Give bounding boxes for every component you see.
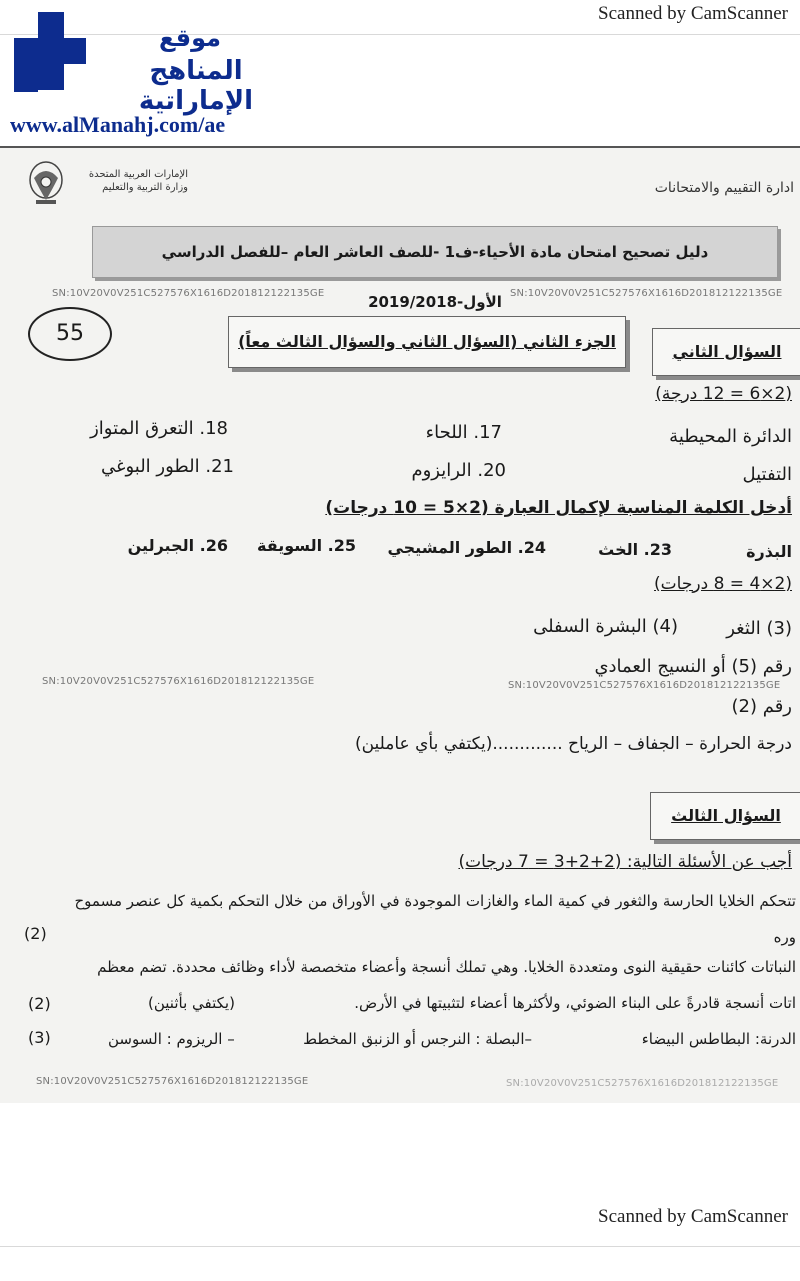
site-name-line1: موقع <box>158 24 221 52</box>
q3-answer1-mark: (2) <box>24 924 47 943</box>
answer-21: 21. الطور البوغي <box>101 456 234 477</box>
q3-heading-box <box>650 792 800 840</box>
answer-c3: رقم (2) <box>731 696 792 717</box>
answer-c4: درجة الحرارة – الجفاف – الرياح .............(يكتفي بأي عاملين) <box>354 734 792 754</box>
serial-number-2: SN:10V20V0V251C527576X1616D201812122135GE <box>510 288 783 299</box>
part-title: الجزء الثاني (السؤال الثاني والسؤال الثالث معاً) <box>238 332 616 351</box>
q3-answer1-line2: وره <box>773 928 796 946</box>
serial-number-3: SN:10V20V0V251C527576X1616D201812122135GE <box>42 676 315 687</box>
scanner-label-top: Scanned by CamScanner <box>598 3 788 24</box>
site-url[interactable]: www.alManahj.com/ae <box>10 112 226 137</box>
q2a-marks: (2×6 = 12 درجة) <box>655 384 792 404</box>
q3-instruction: أجب عن الأسئلة التالية: (2+2+3 = 7 درجات) <box>458 852 792 872</box>
q2b-instruction: أدخل الكلمة المناسبة لإكمال العبارة (2×5 = 10 درجات) <box>325 498 792 518</box>
answer-c1-3: (3) الثغر <box>726 618 792 639</box>
q3-heading: السؤال الثالث <box>671 806 781 825</box>
site-name-line2: المناهج الإماراتية <box>138 56 254 116</box>
bottom-bar <box>0 1246 800 1281</box>
q3-answer1-line1: تتحكم الخلايا الحارسة والثغور في كمية الماء والغازات الموجودة في الأوراق من خلال التحكم بكمية كل عنصر مسموح <box>74 892 796 910</box>
q2-heading-box <box>652 328 800 376</box>
q2c-marks: (2×4 = 8 درجات) <box>654 574 792 594</box>
q3-answer2-line1: النباتات كائنات حقيقية النوى ومتعددة الخلايا. وهي تملك أنسجة وأعضاء متخصصة لأداء وظائف محددة. تضم معظم <box>97 958 796 976</box>
score-circle: 55 <box>28 307 112 361</box>
q3-answer3-part1: الدرنة: البطاطس البيضاء <box>641 1030 796 1048</box>
part-title-box <box>228 316 626 368</box>
answer-19: التفتيل <box>742 464 792 485</box>
answer-17: 17. اللحاء <box>425 422 502 443</box>
serial-number-6: SN:10V20V0V251C527576X1616D201812122135GE <box>506 1078 779 1089</box>
q2-heading: السؤال الثاني <box>672 342 782 361</box>
q3-answer2-mark: (2) <box>28 994 51 1013</box>
answer-c2: رقم (5) أو النسيج العمادي <box>594 656 792 677</box>
answer-25: 25. السويقة <box>257 536 356 555</box>
answer-c1-4: (4) البشرة السفلى <box>533 616 678 637</box>
answer-20: 20. الرايزوم <box>411 460 506 481</box>
answer-16: الدائرة المحيطية <box>669 426 792 447</box>
answer-26: 26. الجبرلين <box>127 536 228 555</box>
q3-answer3-part3: – الريزوم : السوسن <box>108 1030 235 1048</box>
answer-23: 23. الخث <box>598 540 672 559</box>
q3-answer3-part2: –البصلة : النرجس أو الزنبق المخطط <box>303 1030 532 1048</box>
serial-number-1: SN:10V20V0V251C527576X1616D201812122135GE <box>52 288 325 299</box>
gov-ministry: وزارة التربية والتعليم <box>102 182 188 193</box>
q3-answer2-line2: اتات أنسجة قادرةً على البناء الضوئي، ولأكثرها أعضاء لتثبيتها في الأرض. <box>354 994 796 1012</box>
q3-answer3-mark: (3) <box>28 1028 51 1047</box>
serial-number-5: SN:10V20V0V251C527576X1616D201812122135GE <box>36 1076 309 1087</box>
answer-24: 24. الطور المشيجي <box>387 538 546 557</box>
uae-emblem-icon <box>28 160 64 208</box>
site-logo-icon <box>14 12 86 92</box>
answer-22: البذرة <box>746 542 792 561</box>
q3-answer2-note: (يكتفي بأثنين) <box>148 994 235 1012</box>
department-name: ادارة التقييم والامتحانات <box>654 180 794 196</box>
answer-18: 18. التعرق المتواز <box>90 418 228 439</box>
scanner-label-bottom: Scanned by CamScanner <box>598 1206 788 1227</box>
serial-number-4: SN:10V20V0V251C527576X1616D201812122135GE <box>508 680 781 691</box>
gov-country: الإمارات العربية المتحدة <box>88 169 188 180</box>
exam-banner-text: دليل تصحيح امتحان مادة الأحياء-ف1 -للصف العاشر العام –للفصل الدراسي الأول-2019/2018 <box>161 243 709 311</box>
